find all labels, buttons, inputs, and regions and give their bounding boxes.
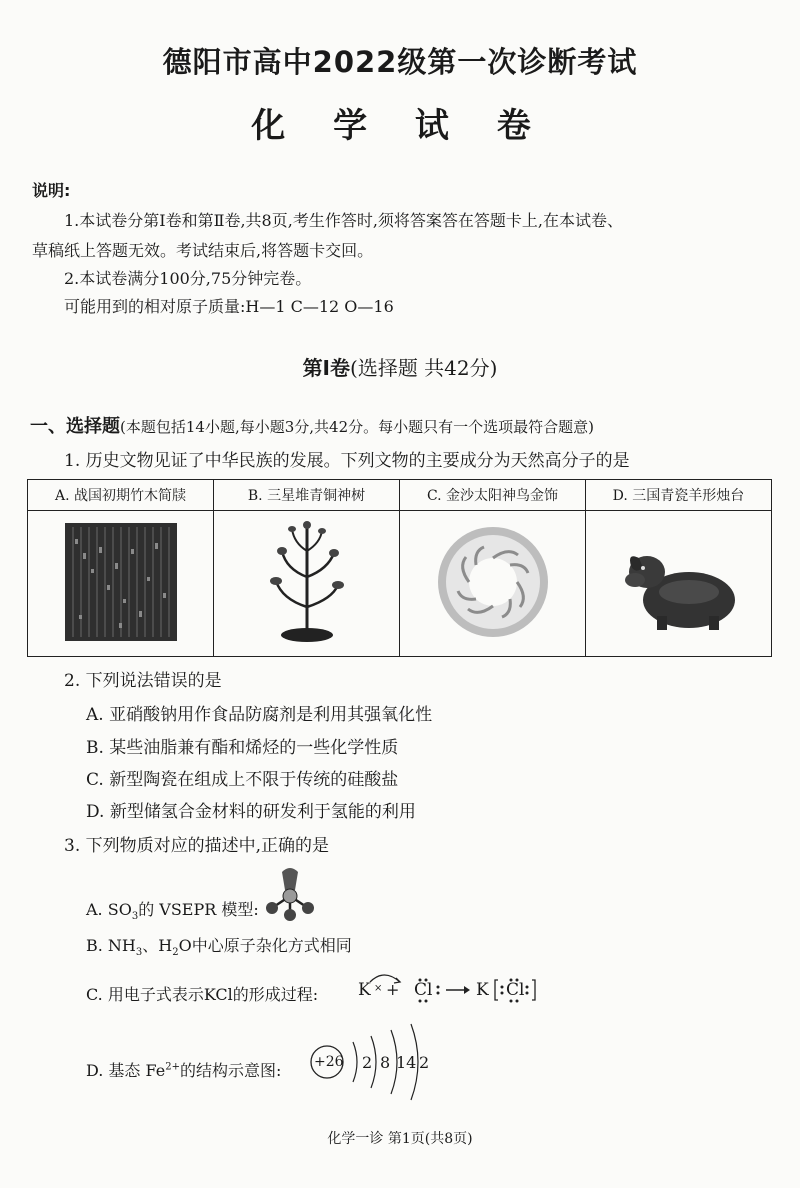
instruction-1-cont: 草稿纸上答题无效。考试结束后,将答题卡交回。 [32,241,374,260]
kcl-k-left: K [358,980,371,1000]
shell-4-count: 2 [419,1053,430,1072]
q1-option-a-label: A. 战国初期竹木简牍 [28,480,214,511]
q3-stem: 3. 下列物质对应的描述中,正确的是 [64,836,330,856]
q2-option-c: C. 新型陶瓷在组成上不限于传统的硅酸盐 [86,770,399,790]
q3-option-c: C. 用电子式表示KCl的形成过程: [86,985,319,1004]
q3-option-b [86,933,352,958]
q1-stem: 1. 历史文物见证了中华民族的发展。下列文物的主要成分为天然高分子的是 [64,451,630,471]
q1-option-c-image-cell [400,511,586,657]
subject-title: 化 学 试 卷 [251,106,549,146]
celadon-sheep-image [609,522,749,642]
vsepr-model-icon [262,866,322,922]
nucleus-charge: +26 [314,1054,344,1070]
kcl-plus: + [386,980,400,999]
q3-b-sub1: 3 [135,947,143,959]
q1-option-d-image-cell [586,511,772,657]
sun-bird-gold-image [428,517,558,647]
q3-b-suffix: O中心原子杂化方式相同 [178,936,352,955]
bronze-tree-image [252,517,362,647]
q3-a-suffix: 的 VSEPR 模型: [138,900,259,919]
instruction-2: 2.本试卷满分100分,75分钟完卷。 [64,269,312,288]
kcl-cl-right: Cl [506,980,525,1000]
atomic-masses: 可能用到的相对原子质量:H—1 C—12 O—16 [64,297,394,316]
kcl-electron-formula [356,968,556,1008]
q2-option-a: A. 亚硝酸钠用作食品防腐剂是利用其强氧化性 [86,705,433,725]
q3-b-sub2: 2 [172,947,179,959]
exam-title: 德阳市高中2022级第一次诊断考试 [162,45,638,79]
page-footer: 化学一诊 第1页(共8页) [327,1131,473,1147]
instructions-heading: 说明: [32,181,71,200]
q1-option-a-image-cell [28,511,214,657]
section-note: (选择题 共42分) [350,356,498,380]
q2-option-b: B. 某些油脂兼有酯和烯烃的一些化学性质 [86,738,399,758]
q1-option-b-image-cell [214,511,400,657]
q1-option-c-label: C. 金沙太阳神鸟金饰 [400,480,586,511]
part1-label: 一、选择题 [30,416,120,437]
q3-option-d [86,1058,281,1081]
q3-d-suffix: 的结构示意图: [179,1061,282,1080]
fe-ion-structure-diagram [305,1018,445,1102]
q3-d-sup: 2+ [165,1061,180,1073]
q3-a-prefix: A. SO [86,900,132,919]
part1-heading [30,412,594,438]
q3-option-a [86,897,259,922]
q3-a-sub: 3 [131,911,139,923]
instruction-1: 1.本试卷分第Ⅰ卷和第Ⅱ卷,共8页,考生作答时,须将答案答在答题卡上,在本试卷、 [64,211,623,230]
part1-note: (本题包括14小题,每小题3分,共42分。每小题只有一个选项最符合题意) [120,418,594,436]
q3-b-mid: 、H [142,936,173,955]
q2-option-d: D. 新型储氢合金材料的研发利于氢能的利用 [86,802,416,822]
q1-option-d-label: D. 三国青瓷羊形烛台 [586,480,772,511]
section-label: 第Ⅰ卷 [302,356,351,380]
kcl-cl-left: Cl [414,980,433,1000]
q1-options-table [27,479,772,657]
q3-d-prefix: D. 基态 Fe [86,1061,166,1080]
kcl-cross-electron: × [374,983,383,994]
shell-2-count: 8 [380,1053,391,1072]
kcl-k-right: K [476,980,489,1000]
section-heading [0,352,800,381]
q2-stem: 2. 下列说法错误的是 [64,671,222,691]
q1-option-b-label: B. 三星堆青铜神树 [214,480,400,511]
bamboo-slips-image [61,519,181,645]
shell-1-count: 2 [362,1053,373,1072]
q3-b-prefix: B. NH [86,936,136,955]
shell-3-count: 14 [396,1053,417,1072]
